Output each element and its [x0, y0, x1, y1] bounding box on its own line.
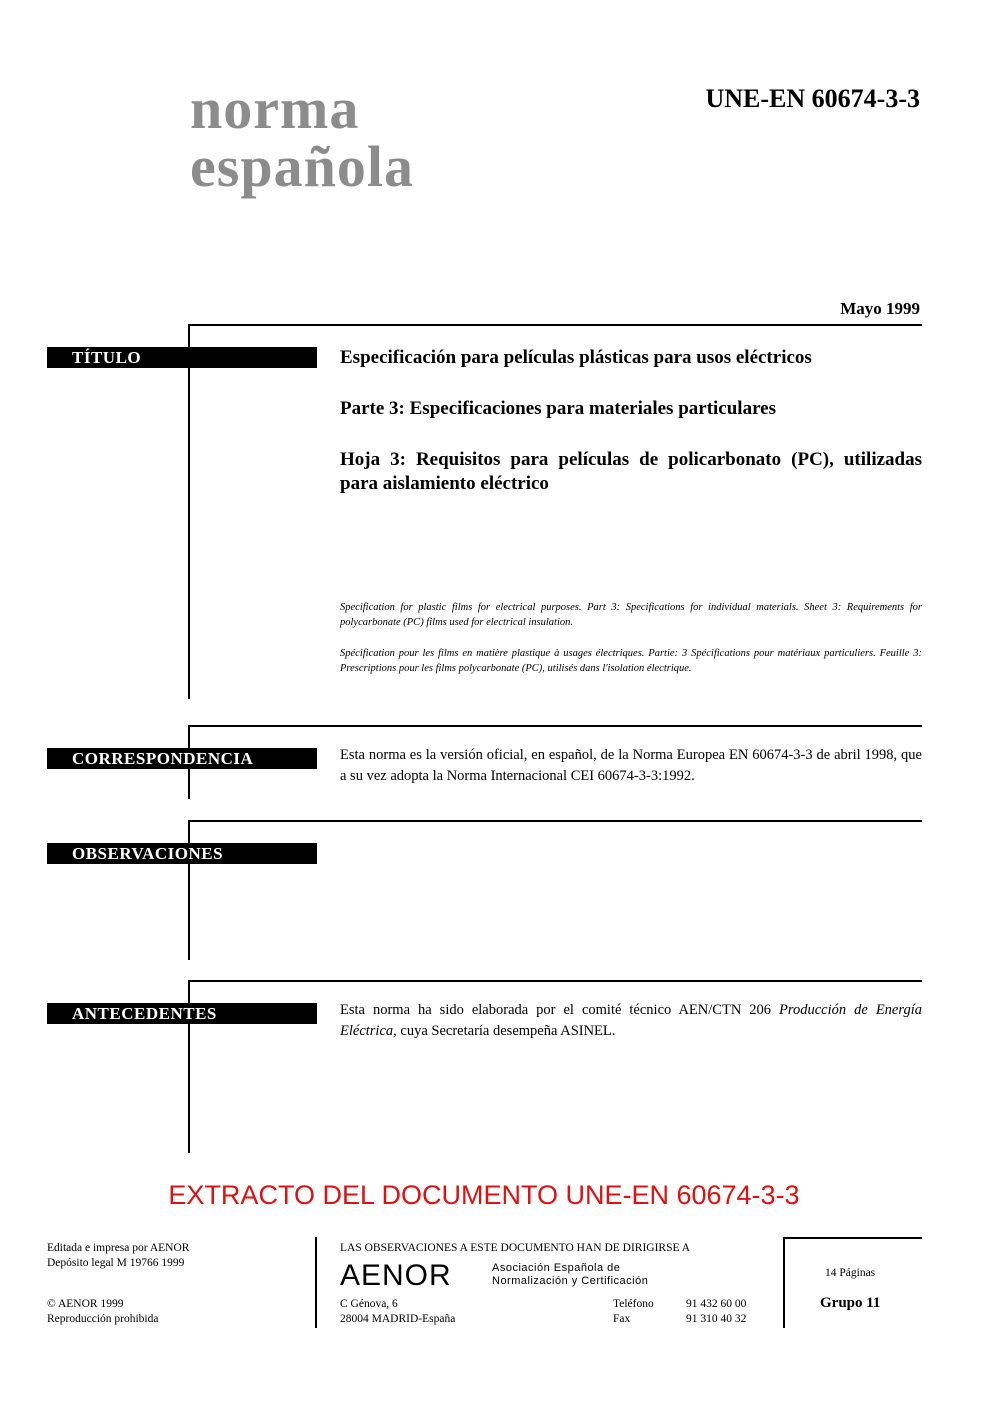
publication-date: Mayo 1999 — [840, 299, 920, 318]
footer-rights — [47, 1297, 158, 1327]
brand-line-1: norma — [190, 76, 360, 141]
label-correspondencia: CORRESPONDENCIA — [47, 748, 317, 769]
footer-edition — [47, 1241, 189, 1271]
footer-deposit: Depósito legal M 19766 1999 — [47, 1257, 185, 1269]
correspondencia-text: Esta norma es la versión oficial, en español, de la Norma Europea EN 60674-3-3 de abril 1998, que a su vez adopta la Norma Internacional CEI 60674-3-3:1992. — [340, 747, 922, 784]
page-count: 14 Páginas — [825, 1267, 876, 1279]
title-sheet: Hoja 3: Requisitos para películas de policarbonato (PC), utilizadas para aislamiento eléctrico — [340, 449, 922, 494]
section-divider — [188, 820, 922, 822]
title-part: Parte 3: Especificaciones para materiales particulares — [340, 398, 777, 419]
phone-label: Teléfono — [613, 1298, 654, 1310]
section-divider — [188, 980, 922, 982]
committee-name: Producción de Energía Eléctrica, — [340, 1002, 922, 1039]
footer-address — [340, 1297, 455, 1327]
footer-divider — [315, 1237, 317, 1328]
brand-line-2: española — [190, 134, 414, 199]
brand-title — [190, 76, 414, 199]
antecedentes-text-end: cuya Secretaría desempeña ASINEL. — [396, 1023, 616, 1039]
title-english: Specification for plastic films for electrical purposes. Part 3: Specifications for individual materials. Sheet 3: Requirements for polycarbonate (PC) films used for electrical insulation. — [340, 602, 922, 628]
footer-copyright: © AENOR 1999 — [47, 1298, 124, 1310]
section-vertical-rule — [188, 820, 190, 960]
section-divider — [188, 725, 922, 727]
antecedentes-text-start: Esta norma ha sido elaborada por el comité técnico AEN/CTN 206 — [340, 1002, 780, 1018]
fax-number: 91 310 40 32 — [686, 1313, 747, 1325]
footer-edited: Editada e impresa por AENOR — [47, 1242, 190, 1254]
footer-reproduction: Reproducción prohibida — [47, 1313, 159, 1325]
aenor-logo: AENOR — [340, 1259, 452, 1292]
address-line-1: C Génova, 6 — [340, 1298, 398, 1310]
title-french: Spécification pour les films en matière plastique à usages électriques. Partie: 3 Spécifications pour matériaux particuliers. Feuille 3: Prescriptions pour les films polycarbonate (PC), utilisés dans l'isolation électrique. — [340, 648, 922, 674]
label-titulo: TÍTULO — [47, 347, 317, 368]
aenor-full-line-1: Asociación Española de — [492, 1262, 621, 1274]
fax-label: Fax — [613, 1313, 631, 1325]
price-group: Grupo 11 — [820, 1295, 881, 1311]
footer-box-left — [783, 1237, 785, 1328]
footer-contact-labels — [613, 1297, 654, 1327]
antecedentes-text — [340, 1000, 922, 1042]
address-line-2: 28004 MADRID-España — [340, 1313, 456, 1325]
standard-code: UNE-EN 60674-3-3 — [705, 84, 920, 113]
label-observaciones: OBSERVACIONES — [47, 843, 317, 864]
extract-notice: EXTRACTO DEL DOCUMENTO UNE-EN 60674-3-3 — [168, 1180, 800, 1210]
label-antecedentes: ANTECEDENTES — [47, 1003, 317, 1024]
title-main: Especificación para películas plásticas para usos eléctricos — [340, 347, 812, 368]
aenor-full-line-2: Normalización y Certificación — [492, 1275, 649, 1287]
footer-box-top — [783, 1237, 922, 1239]
section-vertical-rule — [188, 324, 190, 699]
section-divider — [188, 324, 922, 326]
phone-number: 91 432 60 00 — [686, 1298, 747, 1310]
aenor-full-name — [492, 1262, 648, 1288]
footer-observations-note: LAS OBSERVACIONES A ESTE DOCUMENTO HAN DE DIRIGIRSE A — [340, 1242, 691, 1254]
footer-contact-values — [686, 1297, 746, 1327]
